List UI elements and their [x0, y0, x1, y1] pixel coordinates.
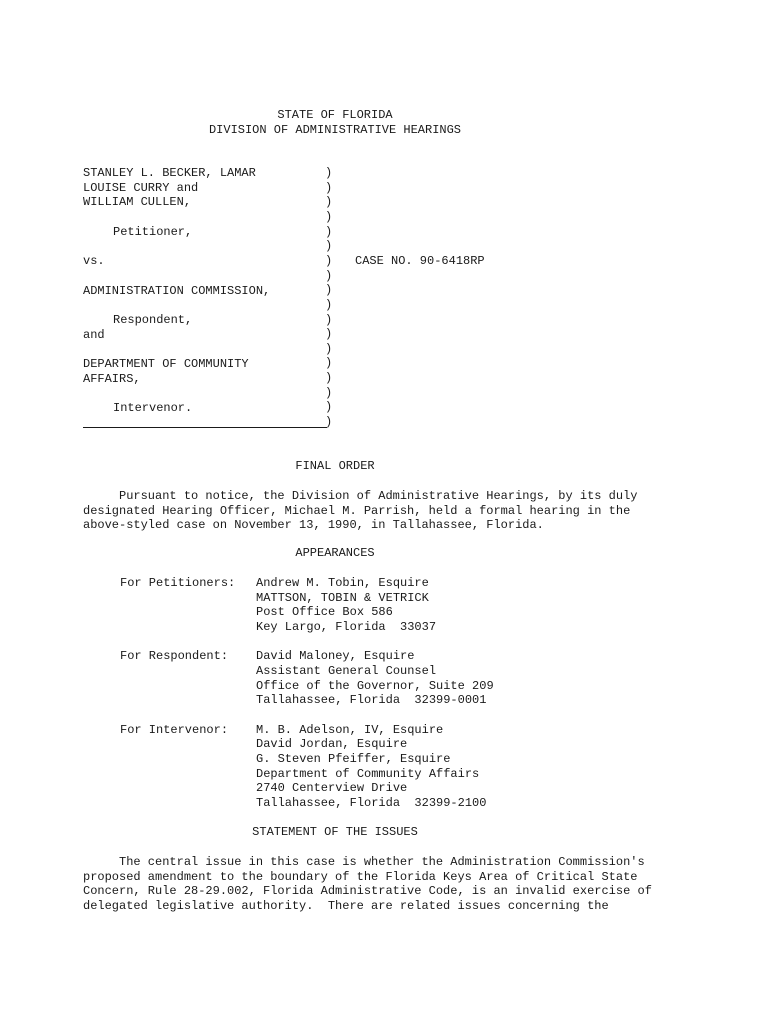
respondent-role: Respondent, — [113, 313, 193, 327]
petitioner-name-line-3: WILLIAM CULLEN, — [83, 195, 192, 209]
final-order-line-3: above-styled case on November 13, 1990, in Tallahassee, Florida. — [83, 518, 544, 533]
caption-paren: ) — [325, 415, 333, 430]
petitioners-line-1: Andrew M. Tobin, Esquire — [256, 576, 429, 590]
appearances-heading: APPEARANCES — [295, 546, 375, 560]
caption-paren: ) — [325, 341, 333, 356]
caption-paren: ) — [325, 180, 333, 195]
intervenor-line-3: G. Steven Pfeiffer, Esquire — [256, 752, 451, 766]
caption-paren: ) — [325, 312, 333, 327]
issues-line-2: proposed amendment to the boundary of the Florida Keys Area of Critical State — [83, 869, 638, 884]
intervenor-role: Intervenor. — [113, 401, 193, 415]
caption-underline — [83, 427, 327, 428]
caption-paren: ) — [325, 224, 333, 239]
intervenor-name-line-1: DEPARTMENT OF COMMUNITY — [83, 357, 249, 371]
respondent-line-3: Office of the Governor, Suite 209 — [256, 679, 494, 693]
issues-line-3: Concern, Rule 28-29.002, Florida Administrative Code, is an invalid exercise of — [83, 884, 652, 899]
petitioners-line-2: MATTSON, TOBIN & VETRICK — [256, 591, 429, 605]
caption-paren: ) — [325, 209, 333, 224]
respondent-label: For Respondent: — [120, 649, 229, 663]
versus-label: vs. — [83, 254, 105, 268]
caption-paren: ) — [325, 166, 333, 180]
intervenor-name-line-2: AFFAIRS, — [83, 372, 141, 386]
petitioner-name-line-2: LOUISE CURRY and — [83, 181, 199, 195]
intervenor-line-6: Tallahassee, Florida 32399-2100 — [256, 796, 487, 810]
caption-paren: ) — [325, 297, 333, 312]
header-division: DIVISION OF ADMINISTRATIVE HEARINGS — [208, 123, 462, 137]
respondent-line-1: David Maloney, Esquire — [256, 649, 415, 663]
final-order-line-2: designated Hearing Officer, Michael M. Parrish, held a formal hearing in the — [83, 503, 631, 518]
petitioner-role: Petitioner, — [113, 225, 193, 239]
petitioners-label: For Petitioners: — [120, 576, 236, 590]
issues-line-1: The central issue in this case is whether the Administration Commission's — [83, 855, 645, 869]
case-number: CASE NO. 90-6418RP — [355, 254, 485, 268]
intervenor-line-2: David Jordan, Esquire — [256, 737, 408, 751]
caption-paren: ) — [325, 371, 333, 386]
intervenor-line-5: 2740 Centerview Drive — [256, 781, 408, 795]
issues-heading: STATEMENT OF THE ISSUES — [252, 825, 418, 839]
intervenor-line-4: Department of Community Affairs — [256, 767, 480, 781]
caption-paren: ) — [325, 356, 333, 371]
and-label: and — [83, 328, 105, 342]
caption-paren: ) — [325, 400, 333, 415]
respondent-line-4: Tallahassee, Florida 32399-0001 — [256, 693, 487, 707]
petitioner-name-line-1: STANLEY L. BECKER, LAMAR — [83, 166, 256, 180]
header-state: STATE OF FLORIDA — [277, 108, 393, 122]
caption-paren: ) — [325, 327, 333, 342]
caption-paren: ) — [325, 239, 333, 254]
respondent-name: ADMINISTRATION COMMISSION, — [83, 284, 271, 298]
caption-paren: ) — [325, 253, 333, 268]
issues-line-4: delegated legislative authority. There are related issues concerning the — [83, 898, 609, 913]
respondent-line-2: Assistant General Counsel — [256, 664, 437, 678]
petitioners-line-3: Post Office Box 586 — [256, 605, 393, 619]
caption-paren: ) — [325, 385, 333, 400]
intervenor-line-1: M. B. Adelson, IV, Esquire — [256, 723, 444, 737]
intervenor-label: For Intervenor: — [120, 723, 229, 737]
caption-paren: ) — [325, 268, 333, 283]
caption-paren: ) — [325, 195, 333, 210]
caption-paren: ) — [325, 283, 333, 298]
petitioners-line-4: Key Largo, Florida 33037 — [256, 620, 437, 634]
final-order-line-1: Pursuant to notice, the Division of Administrative Hearings, by its duly — [83, 489, 638, 503]
final-order-heading: FINAL ORDER — [295, 459, 375, 473]
